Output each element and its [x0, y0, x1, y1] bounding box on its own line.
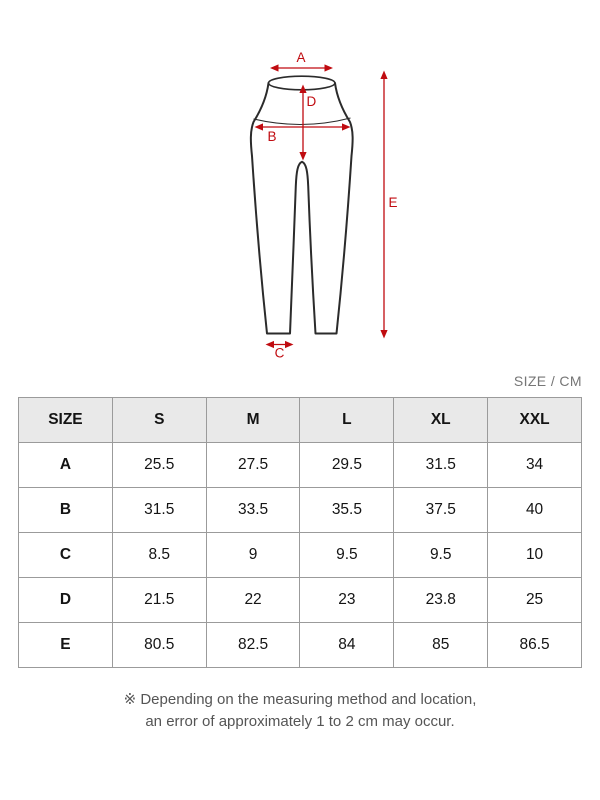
header-cell-size: SIZE	[19, 398, 113, 443]
value-cell: 8.5	[112, 533, 206, 578]
header-cell-m: M	[206, 398, 300, 443]
row-label: E	[19, 623, 113, 668]
row-label: B	[19, 488, 113, 533]
value-cell: 23	[300, 578, 394, 623]
header-cell-xl: XL	[394, 398, 488, 443]
table-row-c	[19, 533, 582, 578]
measure-label-b: B	[267, 129, 277, 144]
value-cell: 31.5	[112, 488, 206, 533]
value-cell: 85	[394, 623, 488, 668]
value-cell: 9.5	[300, 533, 394, 578]
header-cell-s: S	[112, 398, 206, 443]
value-cell: 21.5	[112, 578, 206, 623]
header-cell-l: L	[300, 398, 394, 443]
row-label: A	[19, 443, 113, 488]
value-cell: 9	[206, 533, 300, 578]
measure-label-a: A	[296, 50, 306, 65]
value-cell: 86.5	[488, 623, 582, 668]
measure-label-d: D	[306, 94, 317, 109]
size-table	[18, 397, 582, 668]
row-label: D	[19, 578, 113, 623]
value-cell: 84	[300, 623, 394, 668]
table-row-a	[19, 443, 582, 488]
value-cell: 34	[488, 443, 582, 488]
table-row-d	[19, 578, 582, 623]
footnote-line-2: an error of approximately 1 to 2 cm may occur.	[145, 712, 455, 730]
value-cell: 80.5	[112, 623, 206, 668]
value-cell: 10	[488, 533, 582, 578]
value-cell: 37.5	[394, 488, 488, 533]
units-label: SIZE / CM	[513, 373, 582, 389]
row-label: C	[19, 533, 113, 578]
value-cell: 9.5	[394, 533, 488, 578]
measure-label-e: E	[388, 195, 398, 210]
value-cell: 31.5	[394, 443, 488, 488]
table-header-row	[19, 398, 582, 443]
value-cell: 35.5	[300, 488, 394, 533]
measurement-disclaimer	[0, 689, 600, 732]
value-cell: 22	[206, 578, 300, 623]
value-cell: 25.5	[112, 443, 206, 488]
pants-illustration	[0, 0, 600, 372]
value-cell: 29.5	[300, 443, 394, 488]
measure-label-c: C	[274, 345, 285, 361]
value-cell: 33.5	[206, 488, 300, 533]
value-cell: 27.5	[206, 443, 300, 488]
header-cell-xxl: XXL	[488, 398, 582, 443]
value-cell: 40	[488, 488, 582, 533]
measure-arrow-a	[270, 64, 333, 71]
measurement-diagram	[0, 0, 600, 372]
value-cell: 25	[488, 578, 582, 623]
table-row-b	[19, 488, 582, 533]
measure-arrow-e	[380, 71, 387, 339]
table-row-e	[19, 623, 582, 668]
footnote-line-1: ※ Depending on the measuring method and location,	[123, 691, 477, 708]
value-cell: 23.8	[394, 578, 488, 623]
value-cell: 82.5	[206, 623, 300, 668]
